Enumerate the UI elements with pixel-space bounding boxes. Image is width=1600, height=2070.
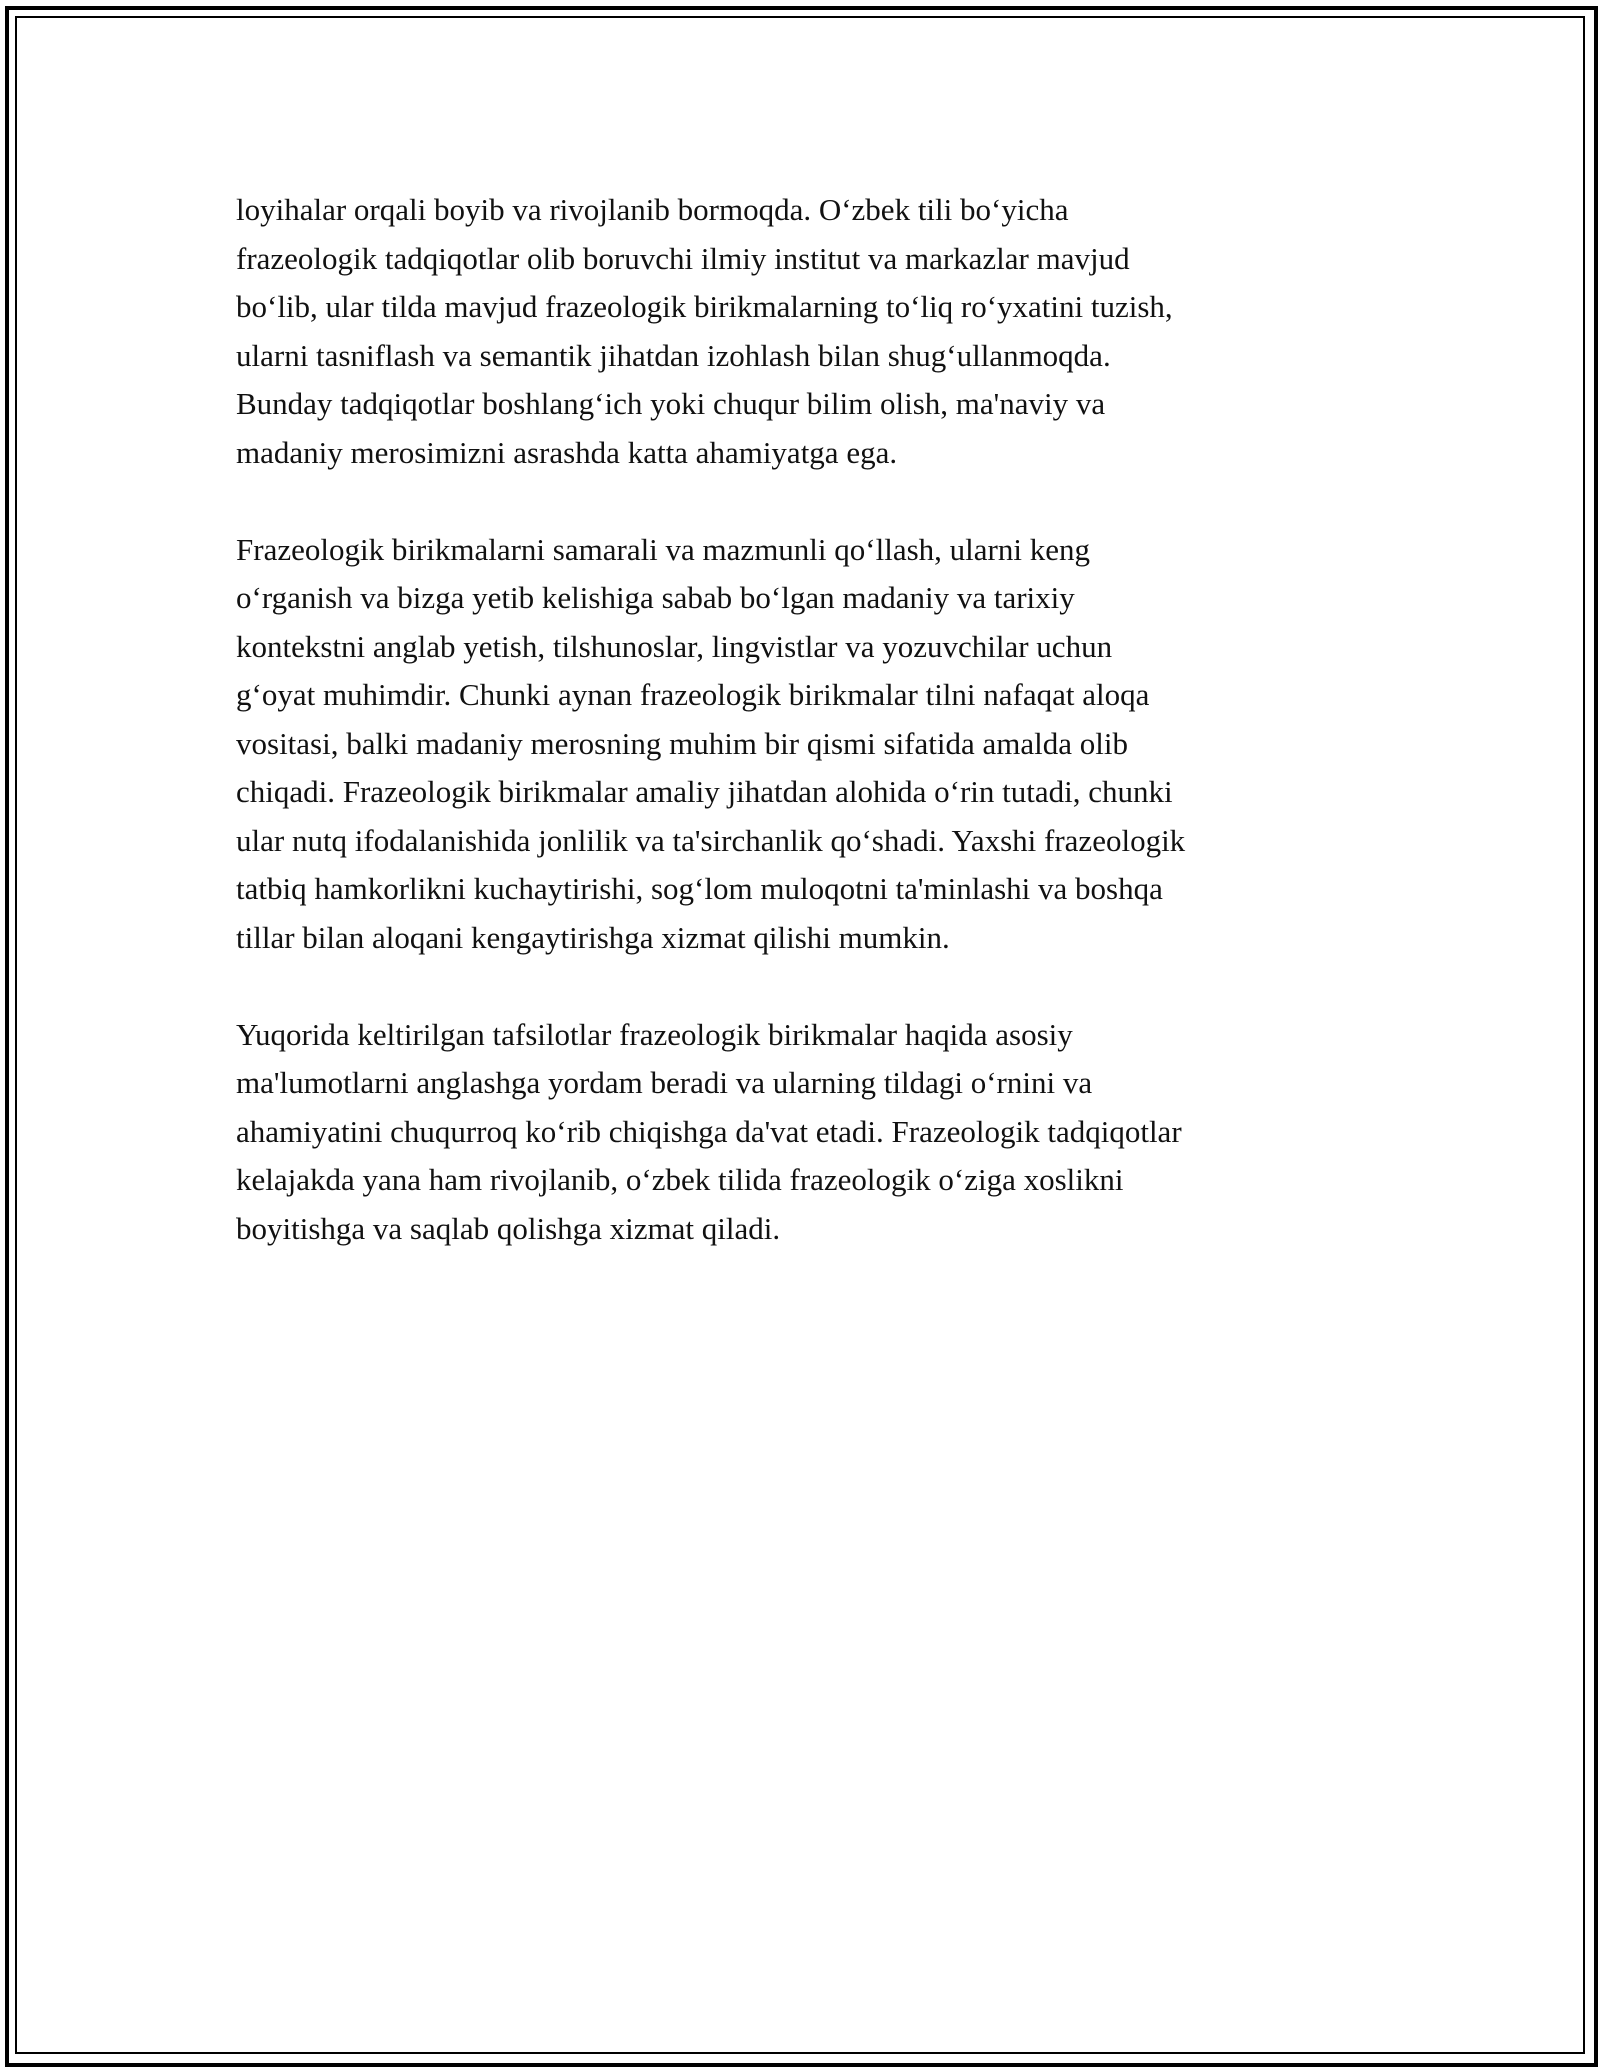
text-line: ahamiyatini chuqurroq ko‘rib chiqishga da'vat etadi. Frazeologik tadqiqotlar <box>236 1113 1182 1149</box>
text-line: ularni tasniflash va semantik jihatdan izohlash bilan shug‘ullanmoqda. <box>236 337 1111 373</box>
text-line: loyihalar orqali boyib va rivojlanib bormoqda. O‘zbek tili bo‘yicha <box>236 192 1069 227</box>
text-line: tillar bilan aloqani kengaytirishga xizmat qilishi mumkin. <box>236 919 950 955</box>
text-line: chiqadi. Frazeologik birikmalar amaliy jihatdan alohida o‘rin tutadi, chunki <box>236 774 1173 809</box>
text-line: o‘rganish va bizga yetib kelishiga sabab bo‘lgan madaniy va tarixiy <box>236 580 1075 615</box>
text-line: kelajakda yana ham rivojlanib, o‘zbek tilida frazeologik o‘ziga xoslikni <box>236 1162 1124 1197</box>
text-line: tatbiq hamkorlikni kuchaytirishi, sog‘lom muloqotni ta'minlashi va boshqa <box>236 871 1163 906</box>
paragraph-1 <box>236 186 1376 477</box>
text-line: vositasi, balki madaniy merosning muhim bir qismi sifatida amalda olib <box>236 725 1128 761</box>
text-line: boyitishga va saqlab qolishga xizmat qiladi. <box>236 1210 781 1246</box>
text-line: Bunday tadqiqotlar boshlang‘ich yoki chuqur bilim olish, ma'naviy va <box>236 386 1106 421</box>
text-line: madaniy merosimizni asrashda katta ahamiyatga ega. <box>236 434 898 470</box>
paragraph-2 <box>236 526 1376 963</box>
text-line: ular nutq ifodalanishida jonlilik va ta'sirchanlik qo‘shadi. Yaxshi frazeologik <box>236 822 1186 858</box>
text-line: Frazeologik birikmalarni samarali va mazmunli qo‘llash, ularni keng <box>236 531 1090 567</box>
text-line: Yuqorida keltirilgan tafsilotlar frazeologik birikmalar haqida asosiy <box>236 1016 1073 1052</box>
text-line: ma'lumotlarni anglashga yordam beradi va ularning tildagi o‘rnini va <box>236 1065 1093 1100</box>
text-line: g‘oyat muhimdir. Chunki aynan frazeologik birikmalar tilni nafaqat aloqa <box>236 677 1150 712</box>
paragraph-3 <box>236 1011 1376 1254</box>
document-body <box>236 186 1376 1302</box>
text-line: bo‘lib, ular tilda mavjud frazeologik birikmalarning to‘liq ro‘yxatini tuzish, <box>236 289 1173 324</box>
text-line: frazeologik tadqiqotlar olib boruvchi ilmiy institut va markazlar mavjud <box>236 240 1130 276</box>
text-line: kontekstni anglab yetish, tilshunoslar, lingvistlar va yozuvchilar uchun <box>236 628 1113 664</box>
